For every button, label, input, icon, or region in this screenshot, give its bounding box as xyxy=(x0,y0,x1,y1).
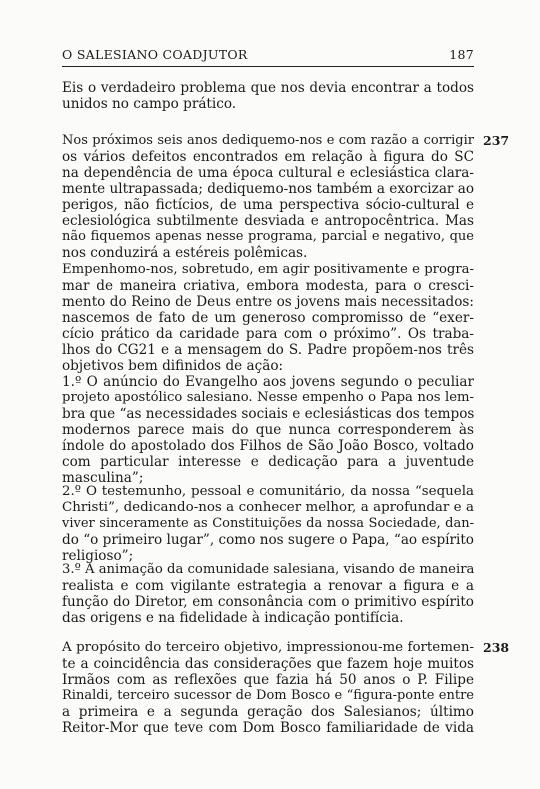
paragraph-objective-1 xyxy=(62,374,474,486)
text-line: unidos no campo prático. xyxy=(62,96,237,112)
text-line: perigos, não fictícios, de uma perspectiva sócio-cultural e xyxy=(62,197,474,213)
text-line: nascemos de fato de um generoso compromisso de “exer- xyxy=(62,310,474,326)
margin-number-238: 238 xyxy=(483,640,510,655)
text-line: te a coincidência das considerações que fazem hoje muitos xyxy=(62,656,474,672)
text-line: mento do Reino de Deus entre os jovens mais necessitados: xyxy=(62,294,474,310)
text-line: viver sinceramente as Constituições da nossa Sociedade, dan- xyxy=(62,516,474,531)
text-line: 3.º A animação da comunidade salesiana, visando de maneira xyxy=(62,562,475,577)
running-header xyxy=(62,46,474,67)
text-line: 2.º O testemunho, pessoal e comunitário, da nossa “sequela xyxy=(62,484,474,499)
text-line: masculina”; xyxy=(62,470,144,486)
paragraph-intro xyxy=(62,80,474,112)
text-line: Irmãos com as reflexões que fazia há 50 anos o P. Filipe xyxy=(62,672,474,688)
text-line: projeto apostólico salesiano. Nesse empenho o Papa nos lem- xyxy=(62,390,474,405)
paragraph-238 xyxy=(62,640,474,736)
text-line: realista e com vigilante estrategia a renovar a figura e a xyxy=(62,578,474,594)
text-line: Rinaldi, terceiro sucessor de Dom Bosco e “figura-ponte entre xyxy=(62,688,474,703)
running-title: O SALESIANO COADJUTOR xyxy=(62,47,248,62)
text-line: Eis o verdadeiro problema que nos devia encontrar a todos xyxy=(62,80,474,96)
text-line: Christi”, dedicando-nos a conhecer melhor, a aprofundar e a xyxy=(62,500,474,515)
text-line: cício prático da caridade para com o próximo”. Os traba- xyxy=(62,326,474,342)
text-line: lhos do CG21 e a mensagem do S. Padre propõem-nos três xyxy=(62,342,474,358)
paragraph-objective-2 xyxy=(62,484,474,564)
text-line: a primeira e a segunda geração dos Salesianos; último xyxy=(62,704,474,720)
text-line: do “o primeiro lugar”, como nos sugere o Papa, “ao espírito xyxy=(62,532,474,548)
text-line: nos conduzirá a estéreis polêmicas. xyxy=(62,245,308,261)
text-line: mente ultrapassada; dediquemo-nos também a exorcizar ao xyxy=(62,181,475,197)
text-line: Empenhomo-nos, sobretudo, em agir positivamente e progra- xyxy=(62,262,474,277)
paragraph-objective-3 xyxy=(62,562,474,626)
page-number: 187 xyxy=(449,47,474,62)
text-line: os vários defeitos encontrados em relação à figura do SC xyxy=(62,149,474,165)
text-line: índole do apostolado dos Filhos de São João Bosco, voltado xyxy=(62,438,474,454)
paragraph-237 xyxy=(62,133,474,261)
paragraph-empenho xyxy=(62,262,474,374)
text-line: Reitor-Mor que teve com Dom Bosco familiaridade de vida xyxy=(62,720,474,736)
text-line: das origens e na fidelidade à indicação pontifícia. xyxy=(62,610,404,626)
text-line: Nos próximos seis anos dediquemo-nos e com razão a corrigir xyxy=(62,133,474,148)
text-line: eclesiológica subtilmente desviada e antropocêntrica. Mas xyxy=(62,213,474,229)
text-line: na dependência de uma época cultural e eclesiástica clara- xyxy=(62,165,474,181)
text-line: A propósito do terceiro objetivo, impressionou-me fortemen- xyxy=(62,640,474,655)
text-line: 1.º O anúncio do Evangelho aos jovens segundo o peculiar xyxy=(62,374,474,390)
text-line: não fiquemos apenas nesse programa, parcial e negativo, que xyxy=(62,229,474,244)
text-line: religioso”; xyxy=(62,548,134,564)
margin-number-237: 237 xyxy=(483,133,510,148)
text-line: bra que “as necessidades sociais e eclesiásticas dos tempos xyxy=(62,406,475,422)
text-line: objetivos bem difinidos de ação: xyxy=(62,358,284,374)
text-line: modernos parece mais do que nunca corresponderem às xyxy=(62,422,474,438)
text-line: com particular interesse e dedicação para a juventude xyxy=(62,454,474,470)
text-line: função do Diretor, em consonância com o primitivo espírito xyxy=(62,594,474,610)
text-line: mar de maneira criativa, embora modesta, para o cresci- xyxy=(62,278,474,294)
